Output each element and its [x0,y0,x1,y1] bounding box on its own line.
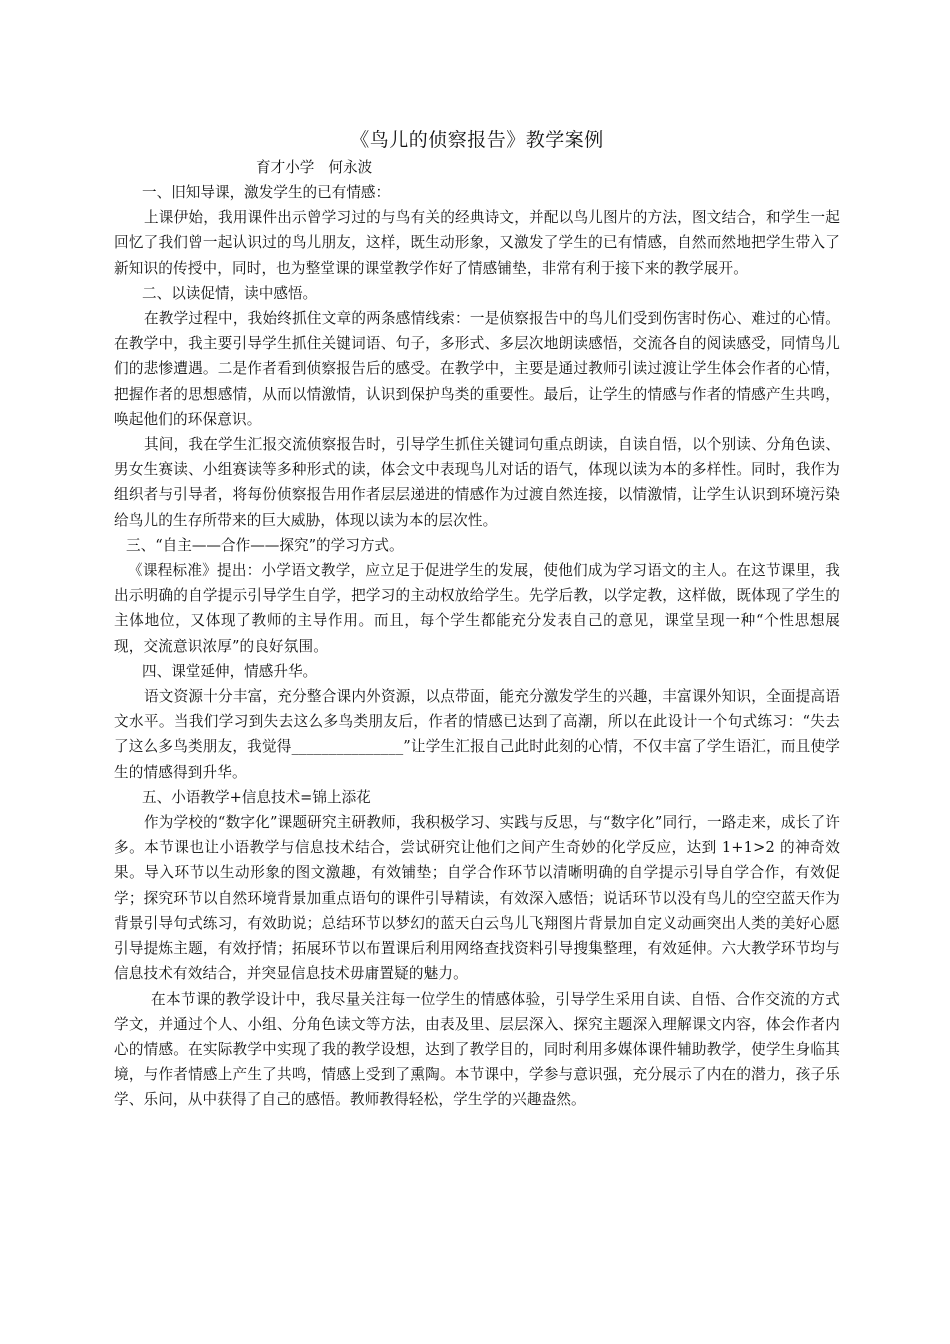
author-name: 何永波 [328,159,373,176]
paragraph: 作为学校的“数字化”课题研究主研教师，我积极学习、实践与反思，与“数字化”同行，一路走来，成长了许多。本节课也让小语教学与信息技术结合，尝试研究让他们之间产生奇妙的化学反应，达到 1+1>2 的神奇效果。导入环节以生动形象的图文激趣，有效铺垫；自学合作环节以清晰明确的自学提示引导自学合作，有效促学；探究环节以自然环境背景加重点语句的课件引导精读，有效深入感悟；说话环节以没有鸟儿的空空蓝天作为背景引导句式练习，有效助说；总结环节以梦幻的蓝天白云鸟儿飞翔图片背景加自定义动画突出人类的美好心愿引导提炼主题，有效抒情；拓展环节以布置课后利用网络查找资料引导搜集整理，有效延伸。六大教学环节均与信息技术有效结合，并突显信息技术毋庸置疑的魅力。 [114,814,840,983]
section-heading: 三、“自主——合作——探究”的学习方式。 [126,536,404,554]
paragraph: 在本节课的教学设计中，我尽量关注每一位学生的情感体验，引导学生采用自读、自悟、合作交流的方式学文，并通过个人、小组、分角色读文等方法，由表及里、层层深入、探究主题深入理解课文内容，体会作者内心的情感。在实际教学中实现了我的教学设想，达到了教学目的，同时利用多媒体课件辅助教学，使学生身临其境，与作者情感上产生了共鸣，情感上受到了熏陶。本节课中，学参与意识强，充分展示了内在的潜力，孩子乐学、乐问，从中获得了自己的感悟。教师教得轻松，学生学的兴趣盎然。 [114,990,840,1109]
paragraph: 上课伊始，我用课件出示曾学习过的与鸟有关的经典诗文，并配以鸟儿图片的方法，图文结合，和学生一起回忆了我们曾一起认识过的鸟儿朋友，这样，既生动形象，又激发了学生的已有情感，自然而然地把学生带入了新知识的传授中，同时，也为整堂课的课堂教学作好了情感铺垫，非常有利于接下来的教学展开。 [114,209,840,277]
school-name: 育才小学 [256,159,315,176]
paragraph: 语文资源十分丰富，充分整合课内外资源，以点带面，能充分激发学生的兴趣，丰富课外知识，全面提高语文水平。当我们学习到失去这么多鸟类朋友后，作者的情感已达到了高潮，所以在此设计一个句式练习：“失去了这么多鸟类朋友，我觉得_______________”让学生汇报自己此时此刻的心情，不仅丰富了学生语汇，而且使学生的情感得到升华。 [114,688,840,781]
paragraph: 其间，我在学生汇报交流侦察报告时，引导学生抓住关键词句重点朗读，自读自悟，以个别读、分角色读、男女生赛读、小组赛读等多种形式的读，体会文中表现鸟儿对话的语气，体现以读为本的多样性。同时，我作为组织者与引导者，将每份侦察报告用作者层层递进的情感作为过渡自然连接，以情激情，让学生认识到环境污染给鸟儿的生存所带来的巨大威胁，体现以读为本的层次性。 [114,436,840,529]
section-heading: 一、旧知导课，激发学生的已有情感： [142,184,391,201]
section-heading: 二、以读促情，读中感悟。 [142,284,318,302]
section-heading: 五、小语教学+信息技术=锦上添花 [142,788,371,806]
paragraph: 在教学过程中，我始终抓住文章的两条感情线索：一是侦察报告中的鸟儿们受到伤害时伤心、难过的心情。在教学中，我主要引导学生抓住关键词语、句子，多形式、多层次地朗读感悟，交流各自的阅读感受，同情鸟儿们的悲惨遭遇。二是作者看到侦察报告后的感受。在教学中，主要是通过教师引读过渡让学生体会作者的心情，把握作者的思想感情，从而以情激情，认识到保护鸟类的重要性。最后，让学生的情感与作者的情感产生共鸣，唤起他们的环保意识。 [114,310,840,428]
paragraph: 《课程标准》提出：小学语文教学，应立足于促进学生的发展，使他们成为学习语文的主人。在这节课里，我出示明确的自学提示引导学生自学，把学习的主动权放给学生。先学后教，以学定教，这样做，既体现了学生的主体地位，又体现了教师的主导作用。而且，每个学生都能充分发表自己的意见，课堂呈现一种“个性思想展现，交流意识浓厚”的良好氛围。 [114,562,840,655]
document-page [114,124,840,1113]
document-title: 《鸟儿的侦察报告》教学案例 [350,129,604,151]
author-line [256,156,840,180]
section-heading: 四、课堂延伸，情感升华。 [142,662,318,680]
